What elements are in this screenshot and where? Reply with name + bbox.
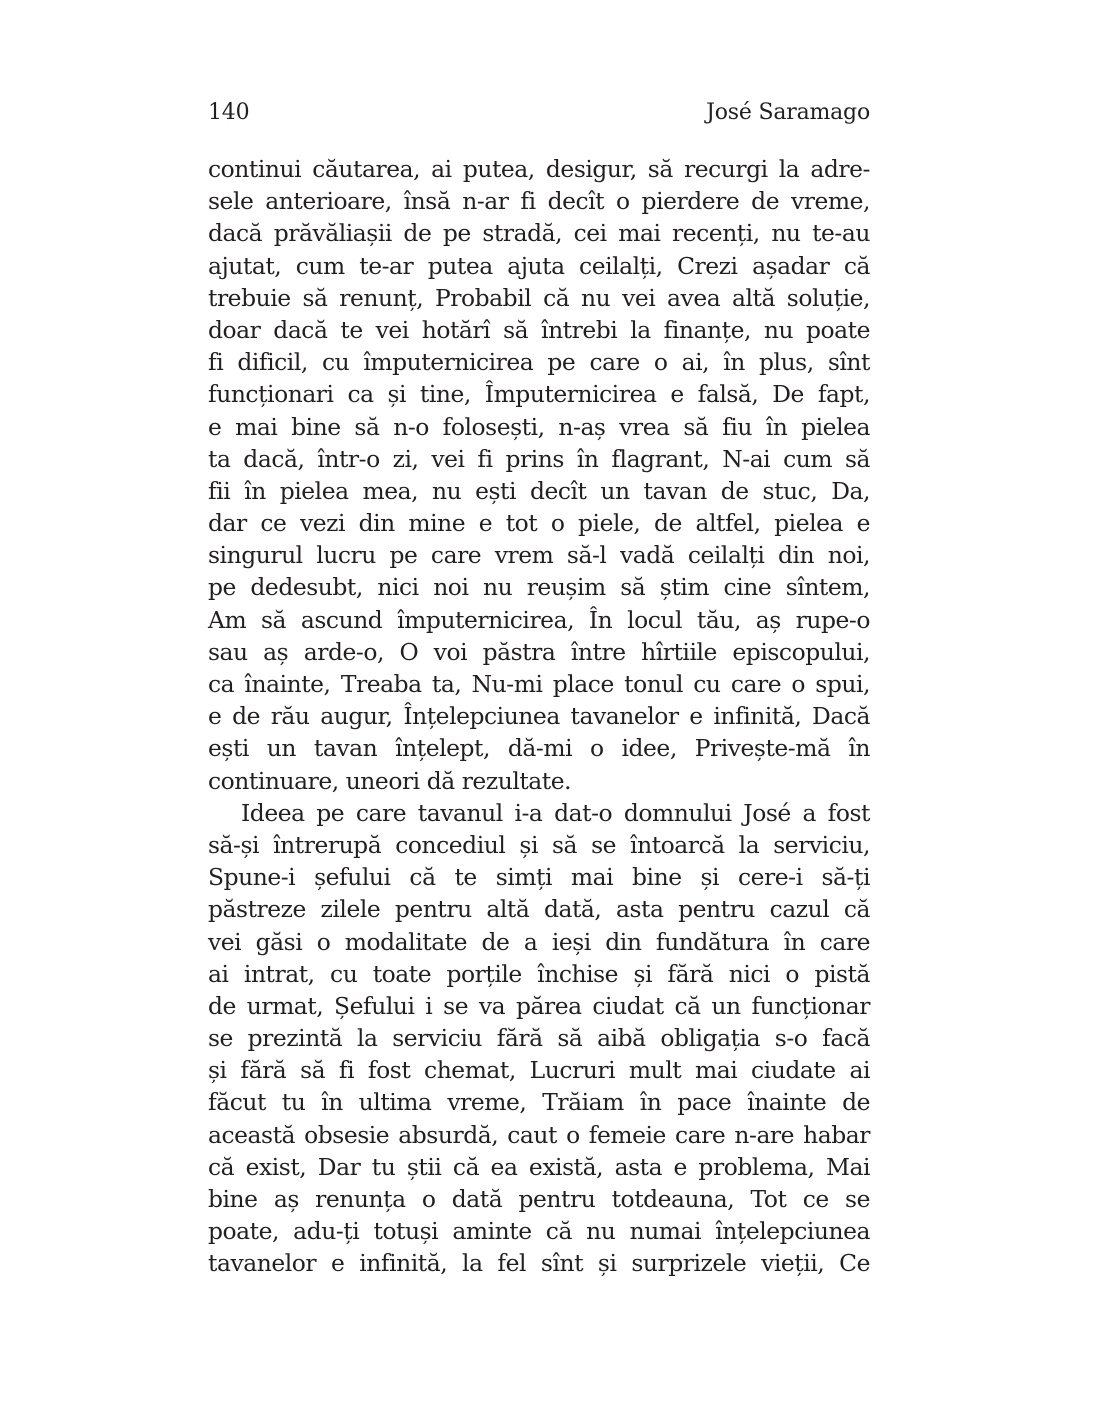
text-line: Spune-i șefului că te simți mai bine și cere-i să-ți bbox=[208, 863, 870, 892]
text-line: funcționari ca și tine, Împuternicirea e falsă, De fapt, bbox=[208, 380, 870, 409]
text-line: păstreze zilele pentru altă dată, asta pentru cazul că bbox=[208, 895, 870, 924]
text-line: ca înainte, Treaba ta, Nu-mi place tonul cu care o spui, bbox=[208, 670, 870, 698]
text-line: vei găsi o modalitate de a ieși din fundătura în care bbox=[208, 927, 870, 956]
text-line: bine aș renunța o dată pentru totdeauna, Tot ce se bbox=[208, 1185, 870, 1213]
text-line: ajutat, cum te-ar putea ajuta ceilalți, Crezi așadar că bbox=[208, 251, 870, 280]
text-line: e de rău augur, Înțelepciunea tavanelor e infinită, Dacă bbox=[208, 702, 870, 731]
text-line: se prezintă la serviciu fără să aibă obligația s-o facă bbox=[208, 1024, 870, 1053]
text-line: e mai bine să n-o folosești, n-aș vrea să fiu în pielea bbox=[208, 412, 870, 441]
text-line: ești un tavan înțelept, dă-mi o idee, Privește-mă în bbox=[208, 734, 870, 763]
text-line: să-și întrerupă concediul și să se întoarcă la serviciu, bbox=[208, 830, 870, 859]
text-line: poate, adu-ți totuși aminte că nu numai înțelepciunea bbox=[208, 1217, 870, 1246]
text-line: pe dedesubt, nici noi nu reușim să știm cine sîntem, bbox=[208, 573, 870, 602]
text-line: singurul lucru pe care vrem să-l vadă ceilalți din noi, bbox=[208, 541, 870, 570]
body-text bbox=[208, 153, 870, 1280]
text-line: că exist, Dar tu știi că ea există, asta e problema, Mai bbox=[208, 1152, 870, 1181]
paragraph bbox=[208, 797, 870, 1280]
page-number: 140 bbox=[208, 100, 250, 125]
text-line: tavanelor e infinită, la fel sînt și surprizele vieții, Ce bbox=[208, 1249, 870, 1278]
text-line: și fără să fi fost chemat, Lucruri mult mai ciudate ai bbox=[208, 1056, 870, 1085]
text-line: dacă prăvăliașii de pe stradă, cei mai recenți, nu te-au bbox=[208, 219, 870, 248]
text-line: fi dificil, cu împuternicirea pe care o ai, în plus, sînt bbox=[208, 348, 870, 377]
paragraph bbox=[208, 153, 870, 797]
text-line: sau aș arde-o, O voi păstra între hîrtiile episcopului, bbox=[208, 637, 870, 666]
text-line: ta dacă, într-o zi, vei fi prins în flagrant, N-ai cum să bbox=[208, 444, 870, 473]
text-line: dar ce vezi din mine e tot o piele, de altfel, pielea e bbox=[208, 509, 870, 538]
text-line: Ideea pe care tavanul i-a dat-o domnului José a fost bbox=[241, 798, 870, 827]
running-head bbox=[208, 96, 870, 130]
text-line: această obsesie absurdă, caut o femeie care n-are habar bbox=[208, 1120, 870, 1149]
text-line: doar dacă te vei hotărî să întrebi la finanțe, nu poate bbox=[208, 315, 870, 344]
running-head-author: José Saramago bbox=[706, 100, 870, 125]
text-line: continuare, uneori dă rezultate. bbox=[208, 766, 572, 795]
text-line: sele anterioare, însă n-ar fi decît o pierdere de vreme, bbox=[208, 187, 870, 216]
text-line: continui căutarea, ai putea, desigur, să recurgi la adre- bbox=[208, 155, 870, 183]
text-line: fii în pielea mea, nu ești decît un tavan de stuc, Da, bbox=[208, 476, 870, 505]
text-line: făcut tu în ultima vreme, Trăiam în pace înainte de bbox=[208, 1088, 870, 1117]
text-line: trebuie să renunț, Probabil că nu vei avea altă soluție, bbox=[208, 283, 870, 312]
text-line: ai intrat, cu toate porțile închise și fără nici o pistă bbox=[208, 959, 870, 988]
text-line: Am să ascund împuternicirea, În locul tău, aș rupe-o bbox=[208, 605, 870, 634]
text-line: de urmat, Șefului i se va părea ciudat că un funcționar bbox=[208, 991, 870, 1020]
